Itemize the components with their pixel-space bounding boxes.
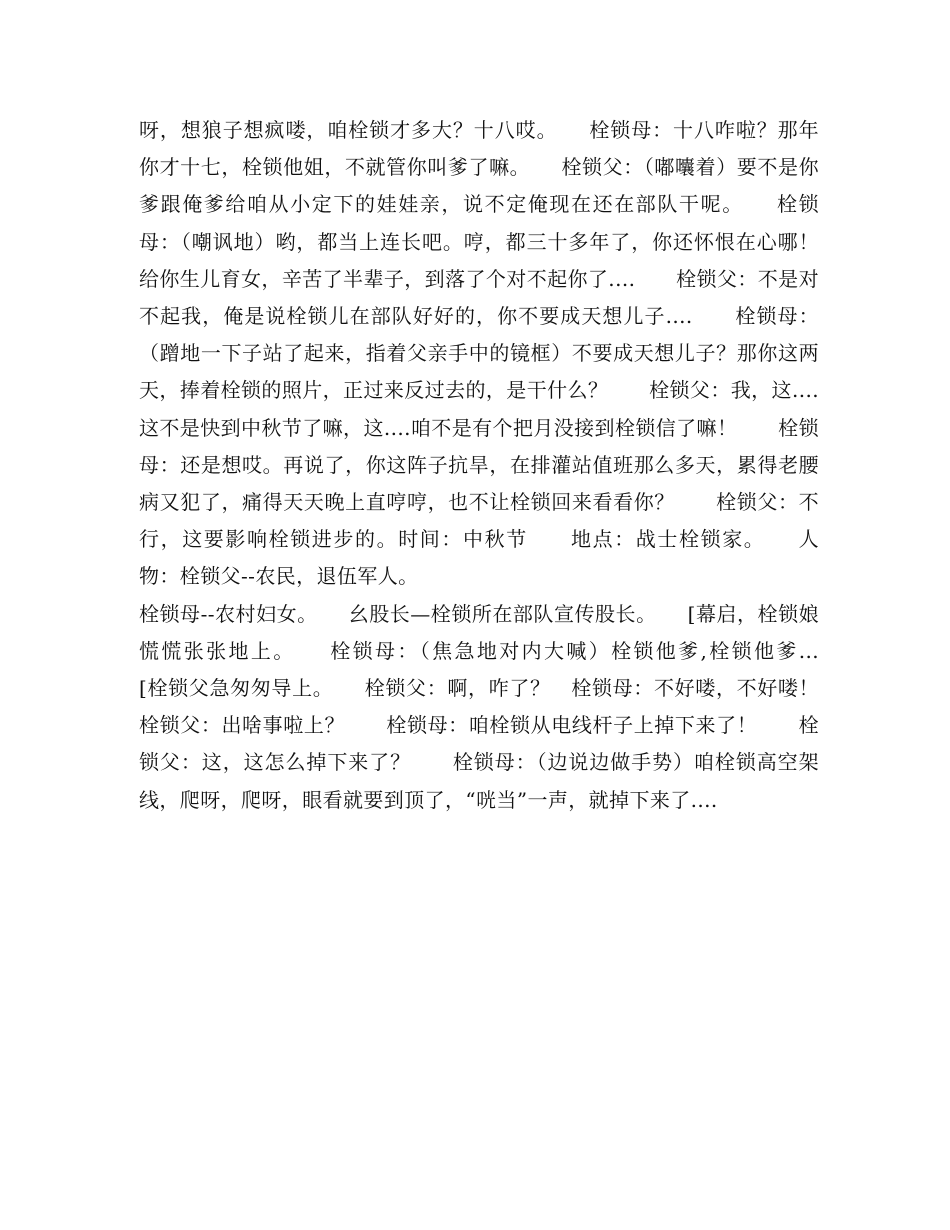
document-body bbox=[139, 112, 860, 819]
paragraph-1: 呀，想狼子想疯喽，咱栓锁才多大？十八哎。 栓锁母：十八咋啦？那年你才十七，栓锁他姐，不就管你叫爹了嘛。 栓锁父：（嘟囔着）要不是你爹跟俺爹给咱从小定下的娃娃亲，说不定俺现在还在部队干呢。 栓锁母：（嘲讽地）哟，都当上连长吧。哼，都三十多年了，你还怀恨在心哪！给你生儿育女，辛苦了半辈子，到落了个对不起你了.... 栓锁父：不是对不起我，俺是说栓锁儿在部队好好的，你不要成天想儿子.... 栓锁母：（蹭地一下子站了起来，指着父亲手中的镜框）不要成天想儿子？那你这两天，捧着栓锁的照片，正过来反过去的，是干什么？ 栓锁父：我，这....这不是快到中秋节了嘛，这....咱不是有个把月没接到栓锁信了嘛！ 栓锁母：还是想哎。再说了，你这阵子抗旱，在排灌站值班那么多天，累得老腰病又犯了，痛得天天晚上直哼哼，也不让栓锁回来看看你？ 栓锁父：不行，这要影响栓锁进步的。时间：中秋节 地点：战士栓锁家。 人物：栓锁父--农民，退伍军人。 bbox=[139, 118, 819, 589]
paragraph-2: 栓锁母--农村妇女。 幺股长—栓锁所在部队宣传股长。 [幕启，栓锁娘慌慌张张地上。 栓锁母：（焦急地对内大喊）栓锁他爹,栓锁他爹... [栓锁父急匆匆导上。 栓锁父：啊，咋了？ 栓锁母：不好喽，不好喽！ 栓锁父：出啥事啦上？ 栓锁母：咱栓锁从电线杆子上掉下来了！ 栓锁父：这，这怎么掉下来了？ 栓锁母：（边说边做手势）咱栓锁高空架线，爬呀，爬呀，眼看就要到顶了，“咣当”一声，就掉下来了.... bbox=[139, 601, 860, 812]
